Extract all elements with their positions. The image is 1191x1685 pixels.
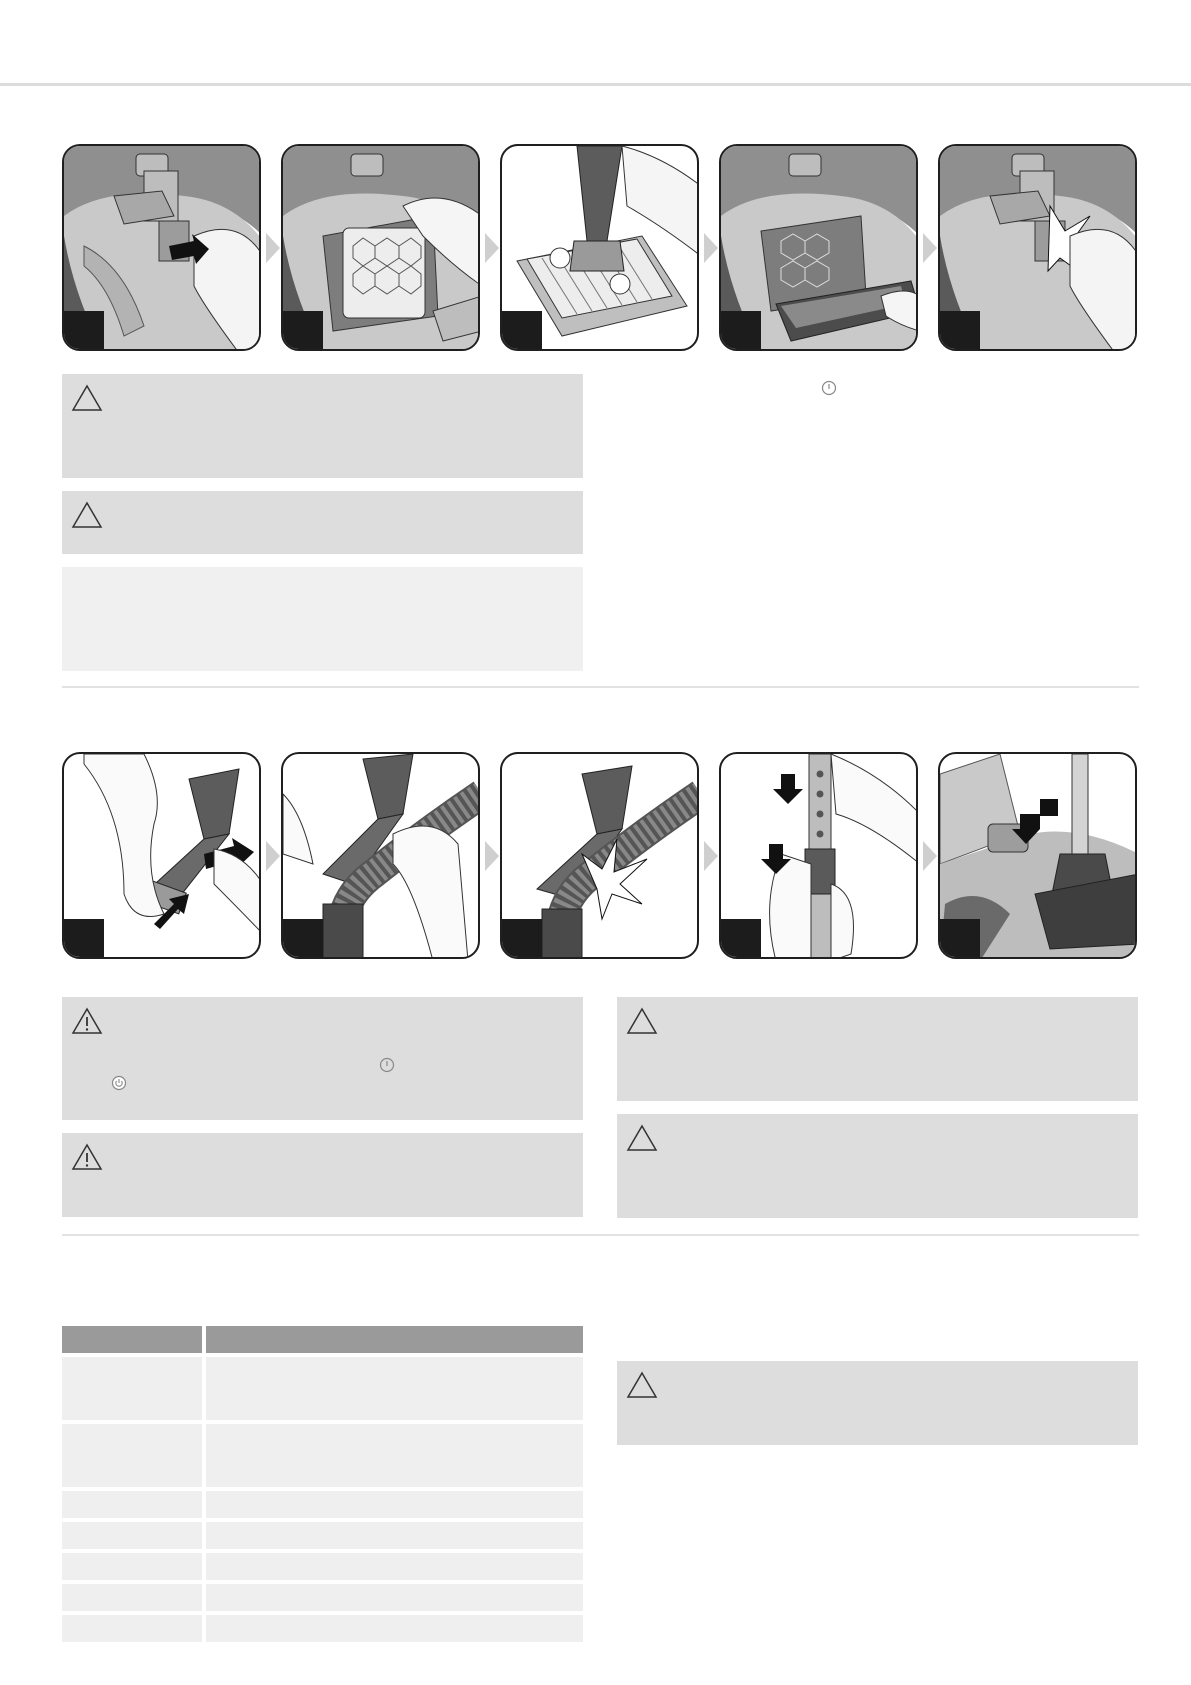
step-panel-10 bbox=[938, 752, 1137, 959]
table-cell bbox=[206, 1615, 583, 1642]
warning-triangle-icon bbox=[71, 384, 103, 412]
step-number-badge bbox=[502, 919, 542, 957]
chevron-right-icon bbox=[923, 233, 937, 263]
warning-box bbox=[62, 491, 583, 554]
standby-icon bbox=[111, 1075, 127, 1091]
warning-box bbox=[62, 1133, 583, 1217]
warning-triangle-icon bbox=[626, 1124, 658, 1152]
step-number-badge bbox=[64, 311, 104, 349]
step-number-badge bbox=[940, 311, 980, 349]
step-number-badge bbox=[283, 919, 323, 957]
warning-box bbox=[62, 374, 583, 478]
warning-box bbox=[617, 1361, 1138, 1445]
step-number-badge bbox=[721, 311, 761, 349]
step-panel-2 bbox=[281, 144, 480, 351]
warning-triangle-icon bbox=[626, 1007, 658, 1035]
step-number-badge bbox=[721, 919, 761, 957]
chevron-right-icon bbox=[704, 841, 718, 871]
section-divider bbox=[62, 686, 1139, 688]
warning-triangle-icon bbox=[71, 501, 103, 529]
table-cell bbox=[206, 1491, 583, 1518]
warning-exclamation-icon bbox=[71, 1143, 103, 1171]
step-panel-7 bbox=[281, 752, 480, 959]
chevron-right-icon bbox=[704, 233, 718, 263]
table-cell bbox=[206, 1553, 583, 1580]
table-cell bbox=[206, 1584, 583, 1611]
section-divider bbox=[62, 1234, 1139, 1236]
table-cell bbox=[62, 1522, 202, 1549]
table-cell bbox=[206, 1522, 583, 1549]
chevron-right-icon bbox=[923, 841, 937, 871]
table-cell bbox=[62, 1553, 202, 1580]
power-icon bbox=[379, 1057, 395, 1073]
power-icon bbox=[821, 380, 837, 396]
table-cell bbox=[62, 1491, 202, 1518]
step-panel-5 bbox=[938, 144, 1137, 351]
step-panel-1 bbox=[62, 144, 261, 351]
chevron-right-icon bbox=[485, 233, 499, 263]
table-header-cell bbox=[62, 1326, 202, 1353]
table-cell bbox=[206, 1357, 583, 1420]
chevron-right-icon bbox=[266, 233, 280, 263]
table-cell bbox=[62, 1584, 202, 1611]
table-cell bbox=[62, 1357, 202, 1420]
top-rule bbox=[0, 83, 1191, 86]
warning-box bbox=[62, 997, 583, 1120]
chevron-right-icon bbox=[266, 841, 280, 871]
step-panel-8 bbox=[500, 752, 699, 959]
step-panel-9 bbox=[719, 752, 918, 959]
warning-triangle-icon bbox=[626, 1371, 658, 1399]
step-panel-3 bbox=[500, 144, 699, 351]
table-cell bbox=[62, 1424, 202, 1487]
table-cell bbox=[62, 1615, 202, 1642]
warning-exclamation-icon bbox=[71, 1007, 103, 1035]
step-number-badge bbox=[502, 311, 542, 349]
step-panel-6 bbox=[62, 752, 261, 959]
warning-box bbox=[617, 997, 1138, 1101]
table-cell bbox=[206, 1424, 583, 1487]
warning-box bbox=[617, 1114, 1138, 1218]
step-number-badge bbox=[940, 919, 980, 957]
step-number-badge bbox=[283, 311, 323, 349]
note-box bbox=[62, 567, 583, 671]
table-header-cell bbox=[206, 1326, 583, 1353]
step-number-badge bbox=[64, 919, 104, 957]
step-panel-4 bbox=[719, 144, 918, 351]
chevron-right-icon bbox=[485, 841, 499, 871]
